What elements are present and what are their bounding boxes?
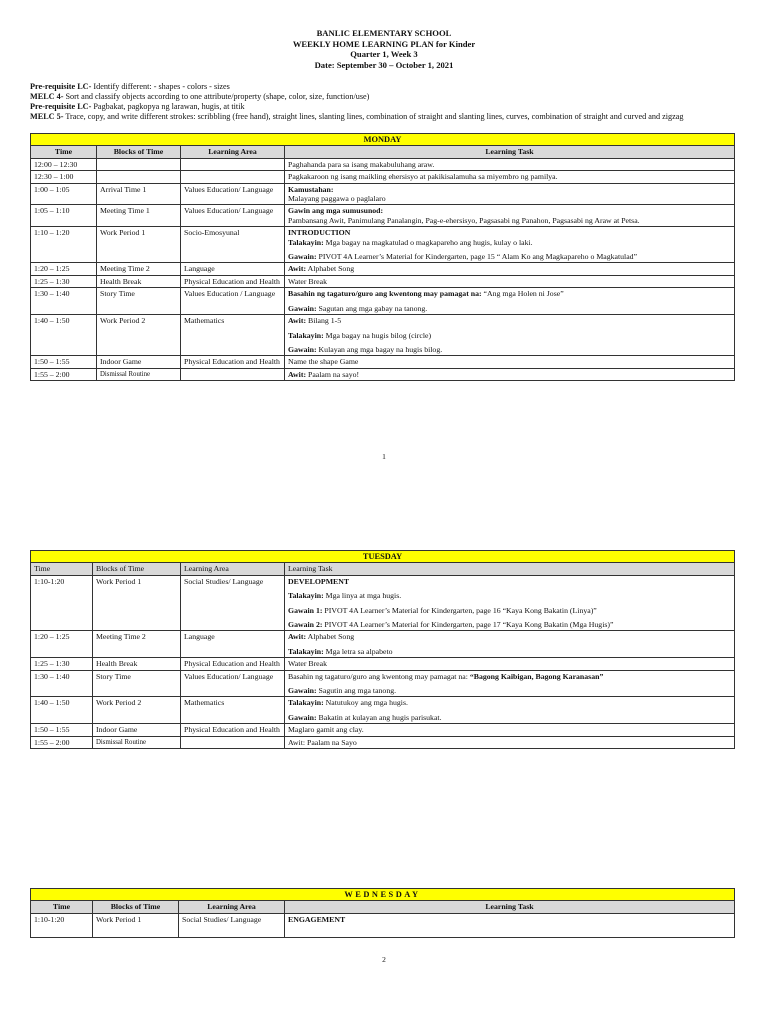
table-cell: 1:10-1:20 (31, 913, 93, 937)
table-cell (181, 171, 285, 183)
cell-text: Pre-requisite LC- (30, 102, 92, 111)
table-cell: Work Period 1 (93, 913, 179, 937)
cell-text: “Bagong Kaibigan, Bagong Karanasan” (469, 671, 604, 681)
table-cell: Water Break (285, 275, 735, 287)
table-row (31, 315, 735, 356)
monday-table (30, 133, 735, 381)
day-heading: MONDAY (31, 134, 735, 146)
plan-title: WEEKLY HOME LEARNING PLAN for Kinder (292, 38, 476, 49)
cell-text: Talakayin: (288, 591, 324, 601)
competencies (30, 82, 736, 122)
page-number: 2 (382, 955, 386, 964)
table-cell: Social Studies/ Language (179, 913, 285, 937)
table-cell: 1:55 – 2:00 (31, 368, 97, 380)
plan-date: Date: September 30 – October 1, 2021 (314, 59, 454, 70)
table-cell: Meeting Time 1 (97, 205, 181, 227)
cell-text: PIVOT 4A Learner’s Material for Kindergarten, page 15 “ Alam Ko ang Magkapareho o Magkatulad” (316, 252, 638, 262)
cell-text: PIVOT 4A Learner’s Material for Kindergarten, page 16 “Kaya Kong Bakatin (Linya)” (322, 605, 597, 615)
cell-text: Bilang 1-5 (306, 316, 342, 326)
table-cell (285, 205, 735, 227)
table-cell (181, 158, 285, 170)
table-cell: 1:25 – 1:30 (31, 658, 93, 670)
table-cell (181, 736, 285, 748)
table-cell: ENGAGEMENT (285, 913, 735, 937)
cell-text: Awit: (288, 316, 307, 326)
cell-text: INTRODUCTION (288, 228, 351, 238)
column-header-area: Learning Area (181, 563, 285, 575)
table-cell (285, 575, 735, 631)
competency-line (30, 112, 736, 122)
cell-text: Pagbakat, pagkopya ng larawan, hugis, at titik (91, 102, 245, 111)
table-row (31, 631, 735, 658)
table-cell (285, 697, 735, 724)
table-cell: Values Education/ Language (181, 183, 285, 205)
cell-text: Talakayin: (288, 237, 324, 247)
table-cell: Awit: Paalam na Sayo (285, 736, 735, 748)
table-row (31, 205, 735, 227)
table-row (31, 288, 735, 315)
cell-text: MELC 4- (30, 92, 64, 101)
cell-text: Sagutin ang mga tanong. (316, 686, 397, 696)
table-cell: Work Period 1 (93, 575, 181, 631)
table-cell: Maglaro gamit ang clay. (285, 724, 735, 736)
cell-text: PIVOT 4A Learner’s Material for Kindergarten, page 17 “Kaya Kong Bakatin (Mga Hugis)” (322, 620, 614, 630)
table-cell: Work Period 2 (97, 315, 181, 356)
column-header-time: Time (31, 901, 93, 913)
table-cell: Indoor Game (97, 356, 181, 368)
table-cell: Meeting Time 2 (93, 631, 181, 658)
cell-text: Gawain: (288, 712, 317, 722)
table-cell: 1:05 – 1:10 (31, 205, 97, 227)
cell-text: Alphabet Song (306, 632, 355, 642)
table-cell: Physical Education and Health (181, 356, 285, 368)
table-cell (285, 227, 735, 263)
table-cell: Name the shape Game (285, 356, 735, 368)
table-cell: Work Period 1 (97, 227, 181, 263)
column-header-task: Learning Task (285, 146, 735, 158)
table-cell: Mathematics (181, 697, 285, 724)
cell-text: Basahin ng tagaturo/guro ang kwentong may pamagat na: (288, 671, 470, 681)
table-cell (285, 670, 735, 697)
cell-text: Identify different: - shapes - colors - sizes (91, 82, 230, 91)
table-cell (285, 183, 735, 205)
table-row (31, 575, 735, 631)
table-cell: 1:10 – 1:20 (31, 227, 97, 263)
cell-text: Alphabet Song (306, 264, 355, 274)
table-row (31, 913, 735, 937)
column-header-area: Learning Area (181, 146, 285, 158)
wednesday-table (30, 888, 735, 938)
column-header-blocks: Blocks of Time (93, 901, 179, 913)
cell-text: Trace, copy, and write different strokes: scribbling (free hand), straight lines, slanting lines, combination of straight and slanting lines, curves, combination of straight and curved and zigzag (63, 112, 684, 121)
table-cell: 1:30 – 1:40 (31, 288, 97, 315)
column-header-task: Learning Task (285, 563, 735, 575)
cell-text: Awit: (288, 369, 307, 379)
table-cell (285, 315, 735, 356)
competency-line (30, 102, 736, 112)
column-header-time: Time (31, 146, 97, 158)
table-cell: Values Education / Language (181, 288, 285, 315)
cell-text: Gawain: (288, 303, 317, 313)
table-cell: Meeting Time 2 (97, 263, 181, 275)
cell-text: Gawin ang mga sumusunod: (288, 206, 384, 216)
table-cell (97, 171, 181, 183)
table-cell: Work Period 2 (93, 697, 181, 724)
table-cell: 1:50 – 1:55 (31, 724, 93, 736)
column-header-time: Time (31, 563, 93, 575)
table-cell: 12:00 – 12:30 (31, 158, 97, 170)
table-row (31, 368, 735, 380)
cell-text: Paalam na sayo! (306, 369, 360, 379)
cell-text: Gawain 2: (288, 620, 323, 630)
table-cell: Story Time (97, 288, 181, 315)
table-cell (285, 288, 735, 315)
day-heading: WEDNESDAY (31, 889, 735, 901)
cell-text: “Ang mga Holen ni Jose” (481, 289, 564, 299)
column-header-blocks: Blocks of Time (97, 146, 181, 158)
school-name: BANLIC ELEMENTARY SCHOOL (316, 28, 452, 38)
table-cell: 1:30 – 1:40 (31, 670, 93, 697)
table-cell: Indoor Game (93, 724, 181, 736)
competency-line (30, 82, 736, 92)
tuesday-table (30, 550, 735, 749)
table-row (31, 724, 735, 736)
table-cell: 1:40 – 1:50 (31, 315, 97, 356)
table-cell: 1:55 – 2:00 (31, 736, 93, 748)
cell-text: Malayang paggawa o paglalaro (288, 194, 386, 204)
table-row (31, 171, 735, 183)
cell-text: Kamustahan: (288, 184, 334, 194)
column-header-task: Learning Task (285, 901, 735, 913)
cell-text: Pre-requisite LC- (30, 82, 92, 91)
cell-text: Talakayin: (288, 646, 324, 656)
table-cell: Paghahanda para sa isang makabuluhang araw. (285, 158, 735, 170)
table-row (31, 697, 735, 724)
table-row (31, 158, 735, 170)
cell-text: Bakatin at kulayan ang hugis parisukat. (316, 712, 442, 722)
table-cell: 1:20 – 1:25 (31, 631, 93, 658)
table-row (31, 356, 735, 368)
page-number: 1 (382, 452, 386, 461)
table-cell: Values Education/ Language (181, 670, 285, 697)
table-row (31, 227, 735, 263)
cell-text: Mga linya at mga hugis. (323, 591, 402, 601)
table-cell: Language (181, 631, 285, 658)
cell-text: Gawain: (288, 344, 317, 354)
table-cell (285, 263, 735, 275)
table-cell: 1:40 – 1:50 (31, 697, 93, 724)
cell-text: Gawain: (288, 252, 317, 262)
cell-text: Sort and classify objects according to one attribute/property (shape, color, size, function/use) (63, 92, 370, 101)
cell-text: Talakayin: (288, 330, 324, 340)
cell-text: Pambansang Awit, Panimulang Panalangin, Pag-e-ehersisyo, Pagsasabi ng Panahon, Pagsasabi ng Araw at Petsa. (288, 215, 640, 225)
table-cell (181, 368, 285, 380)
table-cell: Values Education/ Language (181, 205, 285, 227)
table-cell: Socio-Emosyunal (181, 227, 285, 263)
table-row (31, 183, 735, 205)
table-row (31, 736, 735, 748)
table-cell: Physical Education and Health (181, 658, 285, 670)
table-cell: Language (181, 263, 285, 275)
table-cell: 1:50 – 1:55 (31, 356, 97, 368)
cell-text: Sagutan ang mga gabay na tanong. (316, 303, 428, 313)
table-cell: Dismissal Routine (97, 368, 181, 380)
document-header (0, 28, 768, 70)
table-row (31, 275, 735, 287)
table-cell: Mathematics (181, 315, 285, 356)
table-cell (285, 631, 735, 658)
table-cell: Arrival Time 1 (97, 183, 181, 205)
table-cell: Physical Education and Health (181, 724, 285, 736)
cell-text: Talakayin: (288, 698, 324, 708)
cell-text: Awit: (288, 264, 307, 274)
table-cell (285, 368, 735, 380)
cell-text: Natutukoy ang mga hugis. (323, 698, 408, 708)
table-cell: Social Studies/ Language (181, 575, 285, 631)
table-cell: 1:25 – 1:30 (31, 275, 97, 287)
table-cell: Story Time (93, 670, 181, 697)
cell-text: Kulayan ang mga bagay na hugis bilog. (316, 344, 443, 354)
column-header-blocks: Blocks of Time (93, 563, 181, 575)
table-cell: Pagkakaroon ng isang maikling ehersisyo at pakikisalamuha sa miyembro ng pamilya. (285, 171, 735, 183)
column-header-area: Learning Area (179, 901, 285, 913)
cell-text: Mga bagay na hugis bilog (circle) (323, 330, 432, 340)
quarter-week: Quarter 1, Week 3 (350, 49, 418, 59)
cell-text: Mga letra sa alpabeto (323, 646, 393, 656)
cell-text: Gawain: (288, 686, 317, 696)
cell-text: MELC 5- (30, 112, 64, 121)
table-cell (97, 158, 181, 170)
table-cell: Health Break (93, 658, 181, 670)
table-row (31, 670, 735, 697)
table-cell: 1:00 – 1:05 (31, 183, 97, 205)
day-heading: TUESDAY (31, 551, 735, 563)
cell-text: Gawain 1: (288, 605, 323, 615)
table-cell: 12:30 – 1:00 (31, 171, 97, 183)
cell-text: Basahin ng tagaturo/guro ang kwentong may pamagat na: (288, 289, 482, 299)
cell-text: Mga bagay na magkatulad o magkapareho ang hugis, kulay o laki. (323, 237, 533, 247)
table-cell: Water Break (285, 658, 735, 670)
table-cell: 1:10-1:20 (31, 575, 93, 631)
cell-text: Awit: (288, 632, 307, 642)
table-row (31, 658, 735, 670)
cell-text: DEVELOPMENT (288, 576, 350, 586)
table-cell: 1:20 – 1:25 (31, 263, 97, 275)
table-row (31, 263, 735, 275)
competency-line (30, 92, 736, 102)
table-cell: Health Break (97, 275, 181, 287)
table-cell: Dismissal Routine (93, 736, 181, 748)
table-cell: Physical Education and Health (181, 275, 285, 287)
